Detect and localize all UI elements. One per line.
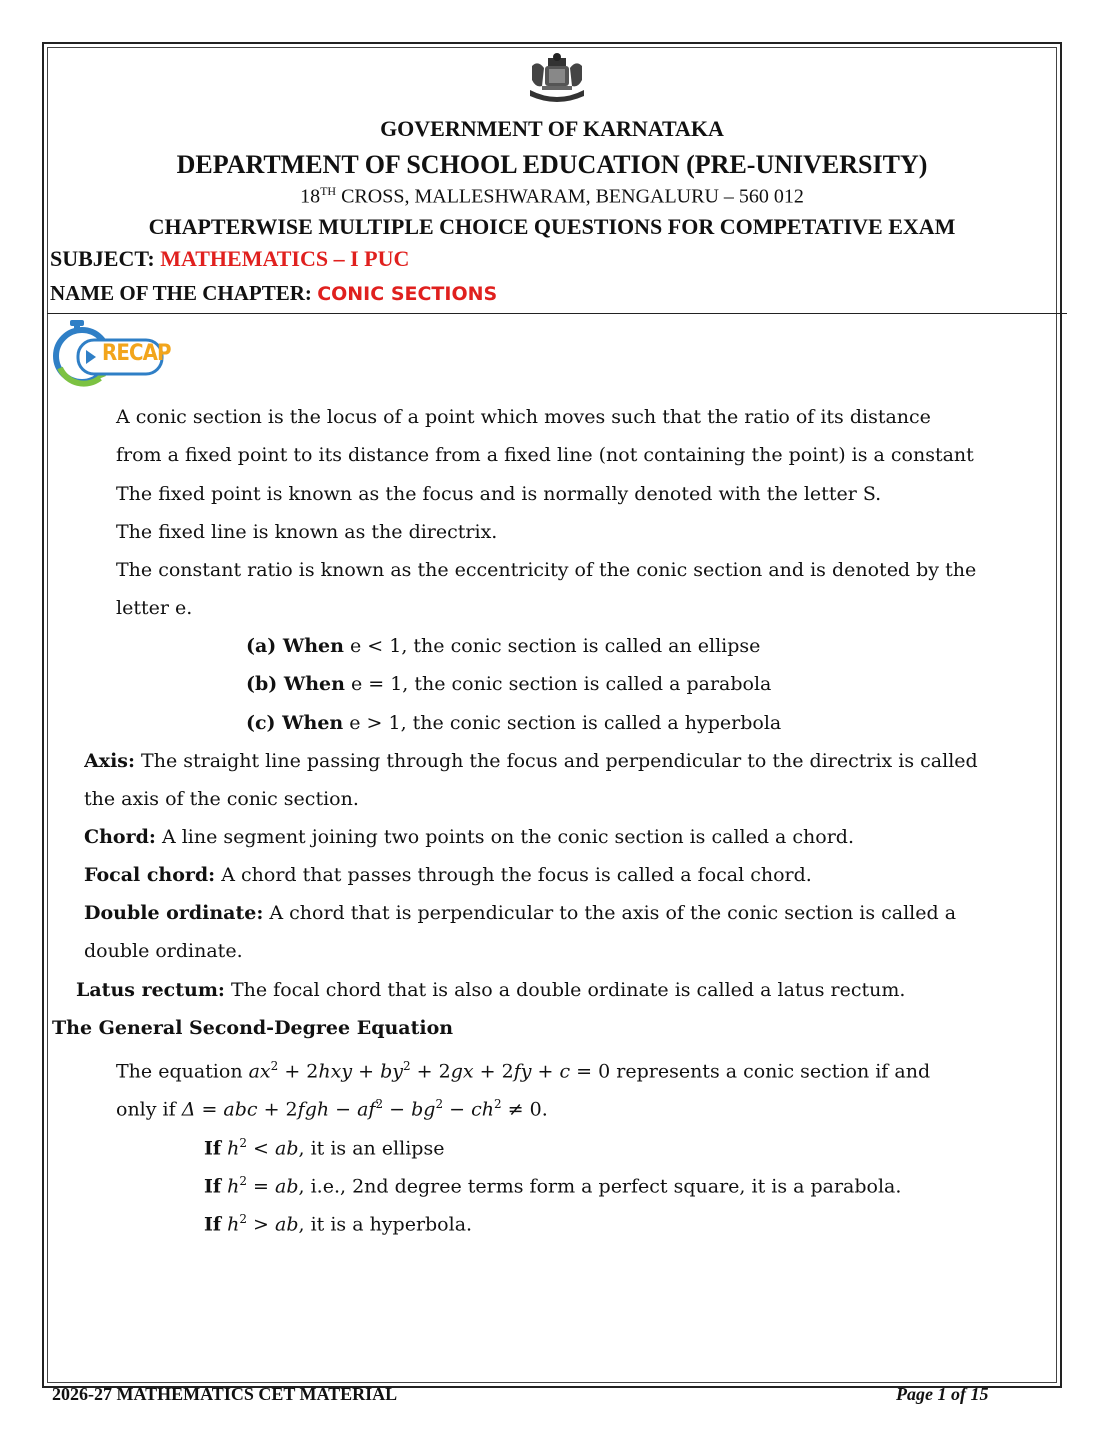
chapter-label: NAME OF THE CHAPTER: <box>50 281 318 305</box>
intro-line-4: The fixed line is known as the directrix. <box>116 521 498 543</box>
header-department: DEPARTMENT OF SCHOOL EDUCATION (PRE-UNIVERSITY) <box>176 150 928 179</box>
intro-line-3: The fixed point is known as the focus and is normally denoted with the letter S. <box>116 483 882 505</box>
header-address: 18TH CROSS, MALLESHWARAM, BENGALURU – 560 012 <box>300 184 804 208</box>
def-latus-rectum: Latus rectum: The focal chord that is also a double ordinate is called a latus rectum. <box>76 979 906 1001</box>
general-equation-line: The equation $ax^2 + 2hxy + by^2 + 2gx + 2fy + c = 0$ represents a conic section if and <box>116 1059 931 1083</box>
subject-label: SUBJECT: <box>50 246 161 271</box>
chapter-value: CONIC SECTIONS <box>317 283 498 305</box>
header-divider <box>47 313 1067 314</box>
intro-line-1: A conic section is the locus of a point which moves such that the ratio of its distance <box>116 406 931 428</box>
subject-line <box>50 246 409 272</box>
def-double-ordinate: Double ordinate: A chord that is perpendicular to the axis of the conic section is called a <box>84 902 957 924</box>
intro-line-2: from a fixed point to its distance from a fixed line (not containing the point) is a constant <box>116 444 974 466</box>
subject-value: MATHEMATICS – I PUC <box>160 246 410 271</box>
def-focal-chord: Focal chord: A chord that passes through the focus is called a focal chord. <box>84 864 812 886</box>
intro-line-6: letter e. <box>116 597 193 619</box>
case-ellipse: (a) When e < 1, the conic section is called an ellipse <box>246 635 761 657</box>
def-chord: Chord: A line segment joining two points on the conic section is called a chord. <box>84 826 855 848</box>
delta-condition: only if Δ = abc + $2fgh - af^2 - bg^2 - ch^2 \ne 0$. <box>116 1097 548 1121</box>
condition-ellipse: If $h^2$ < ab, it is an ellipse <box>204 1136 445 1160</box>
footer-page-number: Page 1 of 15 <box>896 1384 989 1404</box>
condition-hyperbola: If $h^2$ > ab, it is a hyperbola. <box>204 1212 473 1236</box>
def-double-ordinate-cont: double ordinate. <box>84 940 243 962</box>
chapter-line <box>50 281 497 306</box>
header-title: CHAPTERWISE MULTIPLE CHOICE QUESTIONS FOR COMPETATIVE EXAM <box>148 214 956 239</box>
def-axis: Axis: The straight line passing through the focus and perpendicular to the directrix is called <box>84 750 978 772</box>
recap-badge <box>52 318 171 388</box>
condition-parabola: If $h^2$ = ab, i.e., 2nd degree terms form a perfect square, it is a parabola. <box>204 1174 902 1198</box>
case-hyperbola: (c) When e > 1, the conic section is called a hyperbola <box>246 712 782 734</box>
recap-label: RECAP <box>102 341 171 366</box>
general-equation-heading: The General Second-Degree Equation <box>52 1017 454 1039</box>
def-axis-cont: the axis of the conic section. <box>84 788 359 810</box>
footer-material-title: 2026-27 MATHEMATICS CET MATERIAL <box>52 1384 398 1404</box>
karnataka-emblem-icon <box>524 52 590 104</box>
case-parabola: (b) When e = 1, the conic section is called a parabola <box>246 673 772 695</box>
intro-line-5: The constant ratio is known as the eccentricity of the conic section and is denoted by the <box>116 559 977 581</box>
header-government: GOVERNMENT OF KARNATAKA <box>380 116 724 141</box>
